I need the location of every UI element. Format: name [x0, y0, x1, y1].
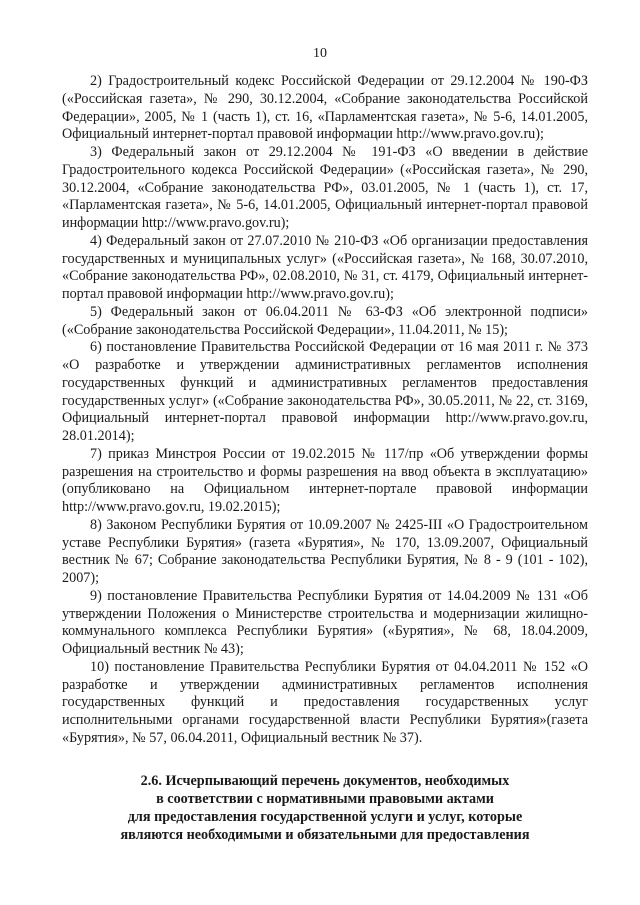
- section-heading-line: 2.6. Исчерпывающий перечень документов, необходимых: [140, 773, 510, 789]
- list-item: 9) постановление Правительства Республики Бурятия от 14.04.2009 № 131 «Об утверждении Положения о Министерстве строительства и модернизации жилищно-коммунального комплекса Республики Бурятия» («Бурятия», № 68, 18.04.2009, Официальный вестник № 43);: [62, 587, 588, 657]
- section-heading-line: для предоставления государственной услуги и услуг, которые: [127, 809, 523, 825]
- list-item: 6) постановление Правительства Российской Федерации от 16 мая 2011 г. № 373 «О разработке и утверждении административных регламентов исполнения государственных функций и административных регламентов предоставления государственных услуг» («Собрание законодательства РФ», 30.05.2011, № 22, ст. 3169, Официальный интернет-портал правовой информации http://www.pravo.gov.ru, 28.01.2014);: [62, 339, 588, 444]
- section-heading: [62, 772, 588, 844]
- list-item: 4) Федеральный закон от 27.07.2010 № 210-ФЗ «Об организации предоставления государственных и муниципальных услуг» («Российская газета», № 168, 30.07.2010, «Собрание законодательства РФ», 02.08.2010, № 31, ст. 4179, Официальный интернет-портал правовой информации http://www.pravo.gov.ru);: [62, 232, 588, 302]
- list-item: 7) приказ Минстроя России от 19.02.2015 № 117/пр «Об утверждении формы разрешения на строительство и формы разрешения на ввод объекта в эксплуатацию» (опубликовано на Официальном интернет-портале правовой информации http://www.pravo.gov.ru, 19.02.2015);: [62, 445, 588, 515]
- page-number: 10: [313, 46, 327, 61]
- list-item: 3) Федеральный закон от 29.12.2004 № 191-ФЗ «О введении в действие Градостроительного кодекса Российской Федерации» («Российская газета», № 290, 30.12.2004, «Собрание законодательства РФ», 03.01.2005, № 1 (часть 1), ст. 17, «Парламентская газета», № 5-6, 14.01.2005, Официальный интернет-портал правовой информации http://www.pravo.gov.ru);: [62, 144, 588, 231]
- list-item: 2) Градостроительный кодекс Российской Федерации от 29.12.2004 № 190-ФЗ («Российская газета», № 290, 30.12.2004, «Собрание законодательства Российской Федерации», 2005, № 1 (часть 1), ст. 16, «Парламентская газета», № 5-6, 14.01.2005, Официальный интернет-портал правовой информации http://www.pravo.gov.ru);: [62, 73, 588, 143]
- list-item: 10) постановление Правительства Республики Бурятия от 04.04.2011 № 152 «О разработке и утверждении административных регламентов исполнения государственных функций и предоставления государственных услуг исполнительными органами государственной власти Республики Бурятия»(газета «Бурятия», № 57, 06.04.2011, Официальный вестник № 37).: [62, 658, 588, 746]
- legal-acts-list: [62, 73, 588, 748]
- list-item: 5) Федеральный закон от 06.04.2011 № 63-ФЗ «Об электронной подписи» («Собрание законодательства Российской Федерации», 11.04.2011, № 15);: [62, 303, 588, 338]
- list-item: 8) Законом Республики Бурятия от 10.09.2007 № 2425-III «О Градостроительном уставе Республики Бурятия» (газета «Бурятия», № 170, 13.09.2007, Официальный вестник № 67; Собрание законодательства Республики Бурятия, № 8 - 9 (101 - 102), 2007);: [62, 516, 588, 586]
- section-heading-line: в соответствии с нормативными правовыми актами: [156, 791, 494, 807]
- section-heading-line: являются необходимыми и обязательными для предоставления: [120, 827, 530, 843]
